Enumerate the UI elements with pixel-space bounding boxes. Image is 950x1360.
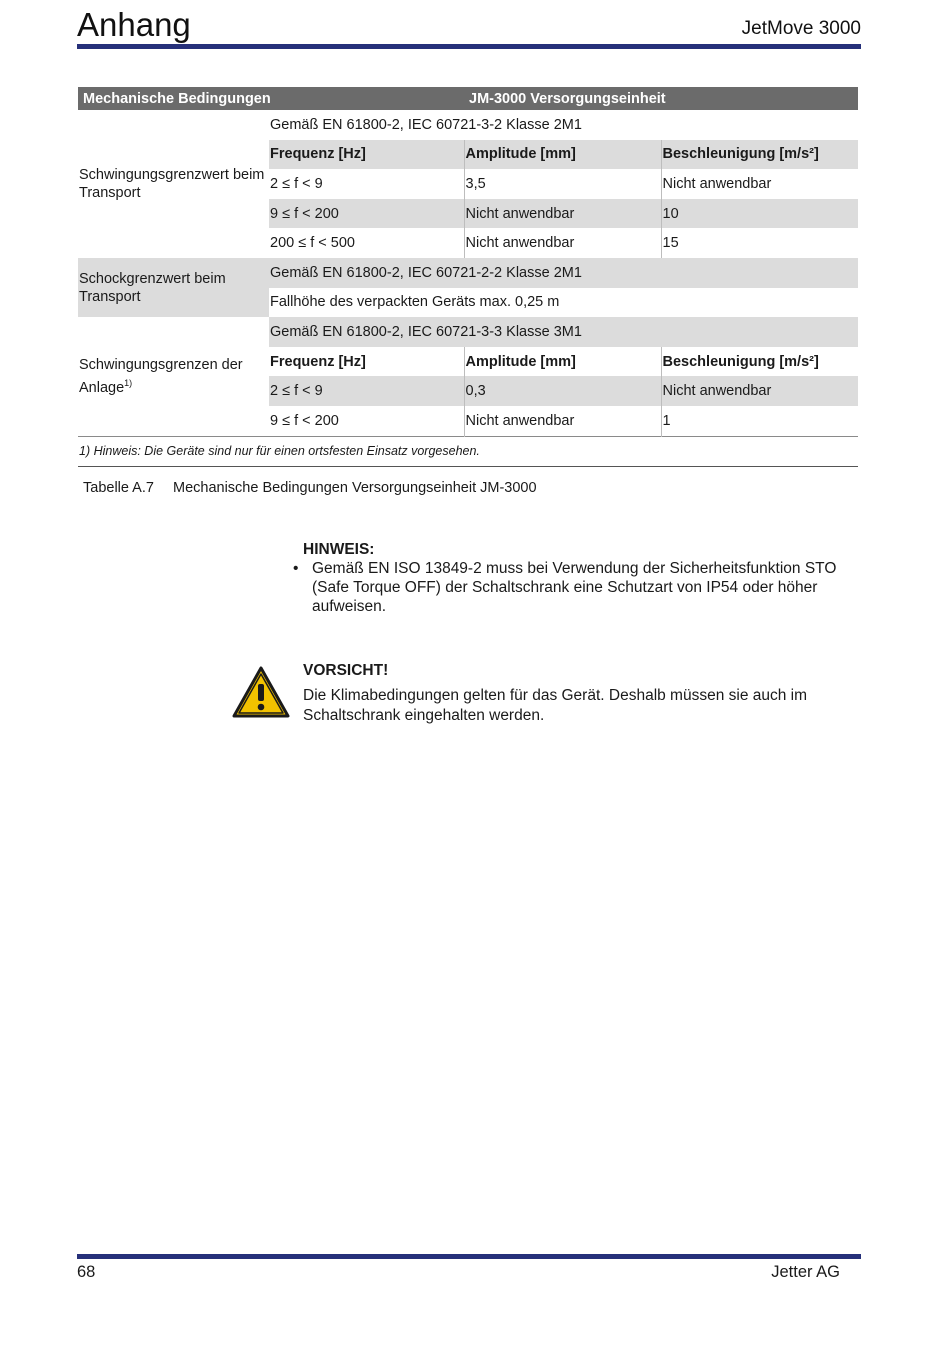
- table-cell: 2 ≤ f < 9: [270, 383, 323, 400]
- table-cell: 15: [661, 228, 858, 258]
- standard-cell: Gemäß EN 61800-2, IEC 60721-3-3 Klasse 3M1: [270, 323, 582, 340]
- row-label: Schwingungsgrenzwert beim Transport: [79, 166, 265, 201]
- table-cell: 0,3: [464, 376, 661, 406]
- table-cell: 10: [661, 199, 858, 229]
- row-label: [78, 317, 269, 436]
- standard-cell: Gemäß EN 61800-2, IEC 60721-3-2 Klasse 2M1: [270, 116, 582, 133]
- caption-number: Tabelle A.7: [83, 480, 154, 496]
- table-cell: Nicht anwendbar: [661, 376, 858, 406]
- table-header-row: [78, 87, 858, 110]
- product-name: JetMove 3000: [741, 18, 861, 39]
- table-caption: [83, 480, 537, 496]
- table-cell: 2 ≤ f < 9: [270, 175, 323, 192]
- table-cell: 9 ≤ f < 200: [270, 412, 339, 429]
- note-text: Gemäß EN ISO 13849-2 muss bei Verwendung der Sicherheitsfunktion STO (Safe Torque OFF) der Schaltschrank eine Schutzart von IP54 oder höher aufweisen.: [312, 560, 837, 615]
- note-heading: HINWEIS:: [303, 541, 375, 558]
- standard-cell: Gemäß EN 61800-2, IEC 60721-2-2 Klasse 2M1: [270, 264, 582, 281]
- warning-triangle-icon: [232, 666, 290, 718]
- subheader-cell: Amplitude [mm]: [464, 140, 661, 170]
- company-name: Jetter AG: [771, 1263, 840, 1281]
- caption-text: Mechanische Bedingungen Versorgungseinheit JM-3000: [173, 480, 537, 496]
- table-row: [78, 110, 858, 140]
- header-rule: [77, 44, 861, 49]
- table-row: [78, 258, 858, 288]
- subheader-cell: Amplitude [mm]: [464, 347, 661, 377]
- chapter-title: Anhang: [77, 6, 191, 43]
- caution-heading: VORSICHT!: [303, 662, 389, 679]
- subheader-cell: Beschleunigung [m/s²]: [661, 347, 858, 377]
- table-cell: 3,5: [464, 169, 661, 199]
- table-footnote-row: [78, 436, 858, 467]
- table-footnote: 1) Hinweis: Die Geräte sind nur für einen ortsfesten Einsatz vorgesehen.: [78, 436, 858, 467]
- page-number: 68: [77, 1263, 96, 1281]
- table-cell: Fallhöhe des verpackten Geräts max. 0,25 m: [270, 294, 560, 311]
- subheader-cell: Beschleunigung [m/s²]: [661, 140, 858, 170]
- caution-box: [303, 661, 843, 726]
- footer-rule: [77, 1254, 861, 1259]
- table-cell: Nicht anwendbar: [464, 228, 661, 258]
- caution-text: Die Klimabedingungen gelten für das Gerät. Deshalb müssen sie auch im Schaltschrank eingehalten werden.: [303, 687, 808, 724]
- bullet-dot: •: [293, 560, 299, 577]
- row-label-text: Schwingungsgrenzen der Anlage: [79, 356, 243, 396]
- footnote-marker: 1): [124, 377, 133, 388]
- table-cell: 1: [661, 406, 858, 436]
- table-cell: Nicht anwendbar: [661, 169, 858, 199]
- note-bullet: [293, 559, 863, 616]
- table-row: [78, 317, 858, 347]
- table-header-cell: Mechanische Bedingungen: [78, 87, 464, 110]
- table-cell: Nicht anwendbar: [464, 406, 661, 436]
- table-cell: 9 ≤ f < 200: [270, 205, 339, 222]
- mechanical-conditions-table: [78, 87, 858, 467]
- note-box: [293, 540, 863, 616]
- subheader-cell: Frequenz [Hz]: [270, 146, 366, 163]
- table-header-cell: JM-3000 Versorgungseinheit: [464, 87, 858, 110]
- table-cell: 200 ≤ f < 500: [270, 235, 355, 252]
- row-label: Schockgrenzwert beim Transport: [78, 258, 269, 317]
- subheader-cell: Frequenz [Hz]: [270, 353, 366, 370]
- table-cell: Nicht anwendbar: [464, 199, 661, 229]
